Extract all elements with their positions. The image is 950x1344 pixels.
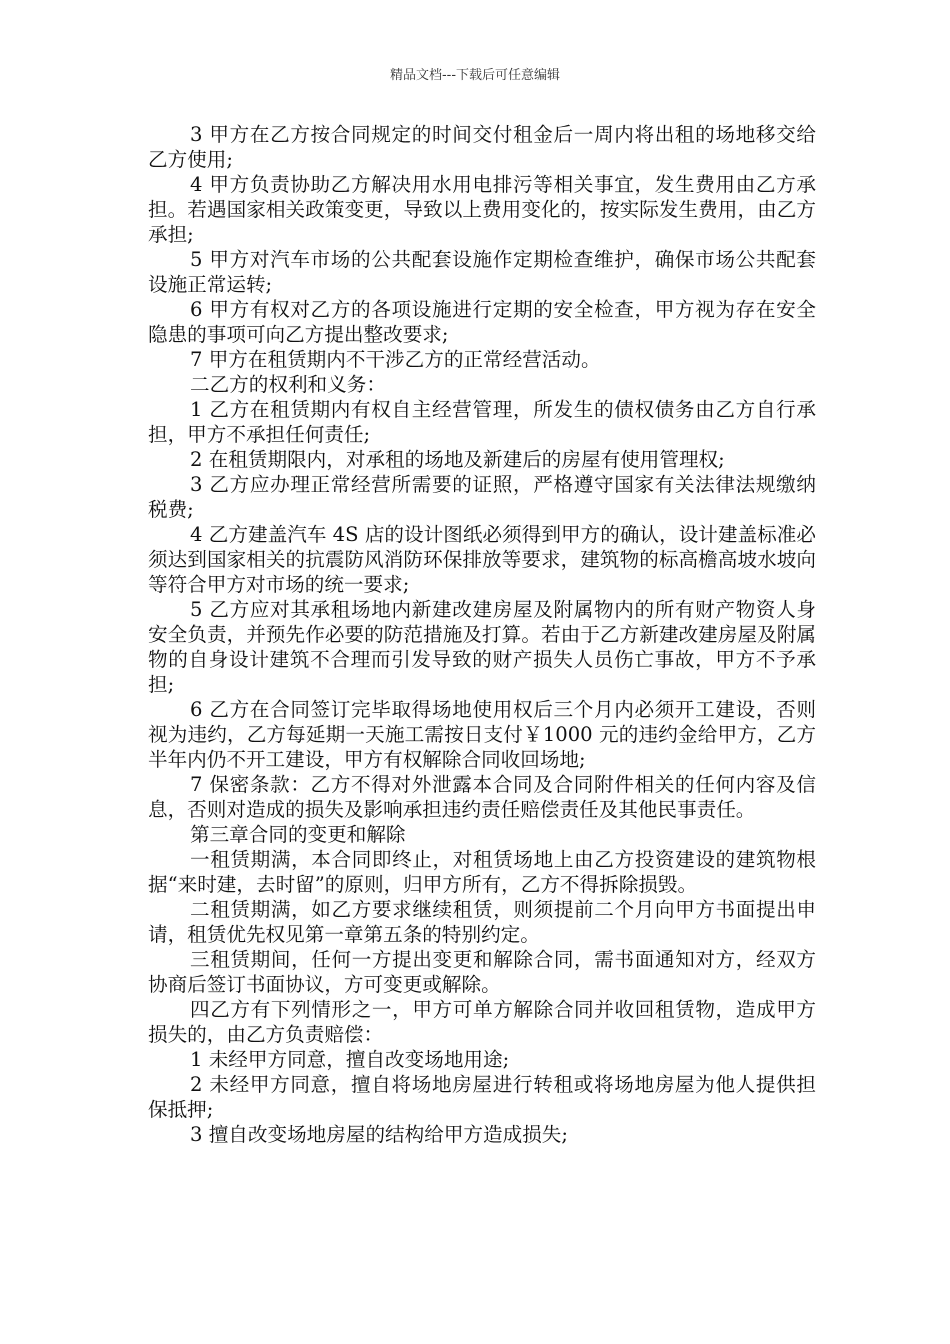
paragraph: 3 甲方在乙方按合同规定的时间交付租金后一周内将出租的场地移交给乙方使用; [148, 123, 816, 171]
paragraph: 6 甲方有权对乙方的各项设施进行定期的安全检查，甲方视为存在安全隐患的事项可向乙方提出整改要求; [148, 298, 816, 346]
paragraph: 3 乙方应办理正常经营所需要的证照，严格遵守国家有关法律法规缴纳税费; [148, 473, 816, 521]
page-header: 精品文档---下载后可任意编辑 [389, 68, 561, 83]
paragraph: 1 未经甲方同意，擅自改变场地用途; [190, 1048, 510, 1071]
paragraph: 2 未经甲方同意，擅自将场地房屋进行转租或将场地房屋为他人提供担保抵押; [148, 1073, 816, 1121]
paragraph: 四乙方有下列情形之一，甲方可单方解除合同并收回租赁物，造成甲方损失的，由乙方负责赔偿： [148, 998, 816, 1046]
section-heading: 二乙方的权利和义务： [190, 373, 386, 396]
paragraph: 4 甲方负责协助乙方解决用水用电排污等相关事宜，发生费用由乙方承担。若遇国家相关政策变更，导致以上费用变化的，按实际发生费用，由乙方承担; [148, 173, 816, 246]
paragraph: 三租赁期间，任何一方提出变更和解除合同，需书面通知对方，经双方协商后签订书面协议，方可变更或解除。 [148, 948, 816, 996]
paragraph: 2 在租赁期限内，对承租的场地及新建后的房屋有使用管理权; [190, 448, 725, 471]
paragraph: 6 乙方在合同签订完毕取得场地使用权后三个月内必须开工建设，否则视为违约，乙方每延期一天施工需按日支付￥1000 元的违约金给甲方，乙方半年内仍不开工建设，甲方有权解除合同收回场地; [148, 698, 816, 771]
document-body [148, 122, 816, 1147]
paragraph: 5 乙方应对其承租场地内新建改建房屋及附属物内的所有财产物资人身安全负责，并预先作必要的防范措施及打算。若由于乙方新建改建房屋及附属物的自身设计建筑不合理而引发导致的财产损失人员伤亡事故，甲方不予承担; [148, 598, 816, 696]
paragraph: 1 乙方在租赁期内有权自主经营管理，所发生的债权债务由乙方自行承担，甲方不承担任何责任; [148, 398, 816, 446]
paragraph: 7 甲方在租赁期内不干涉乙方的正常经营活动。 [190, 348, 601, 371]
paragraph: 7 保密条款：乙方不得对外泄露本合同及合同附件相关的任何内容及信息，否则对造成的损失及影响承担违约责任赔偿责任及其他民事责任。 [148, 773, 816, 821]
paragraph: 4 乙方建盖汽车 4S 店的设计图纸必须得到甲方的确认，设计建盖标准必须达到国家相关的抗震防风消防环保排放等要求，建筑物的标高檐高坡水坡向等符合甲方对市场的统一要求; [148, 523, 816, 596]
paragraph: 3 擅自改变场地房屋的结构给甲方造成损失; [190, 1123, 568, 1146]
paragraph: 二租赁期满，如乙方要求继续租赁，则须提前二个月向甲方书面提出申请，租赁优先权见第一章第五条的特别约定。 [148, 898, 816, 946]
paragraph: 一租赁期满，本合同即终止，对租赁场地上由乙方投资建设的建筑物根据“来时建，去时留”的原则，归甲方所有，乙方不得拆除损毁。 [148, 848, 816, 896]
paragraph: 5 甲方对汽车市场的公共配套设施作定期检查维护，确保市场公共配套设施正常运转; [148, 248, 816, 296]
chapter-heading: 第三章合同的变更和解除 [190, 823, 406, 846]
